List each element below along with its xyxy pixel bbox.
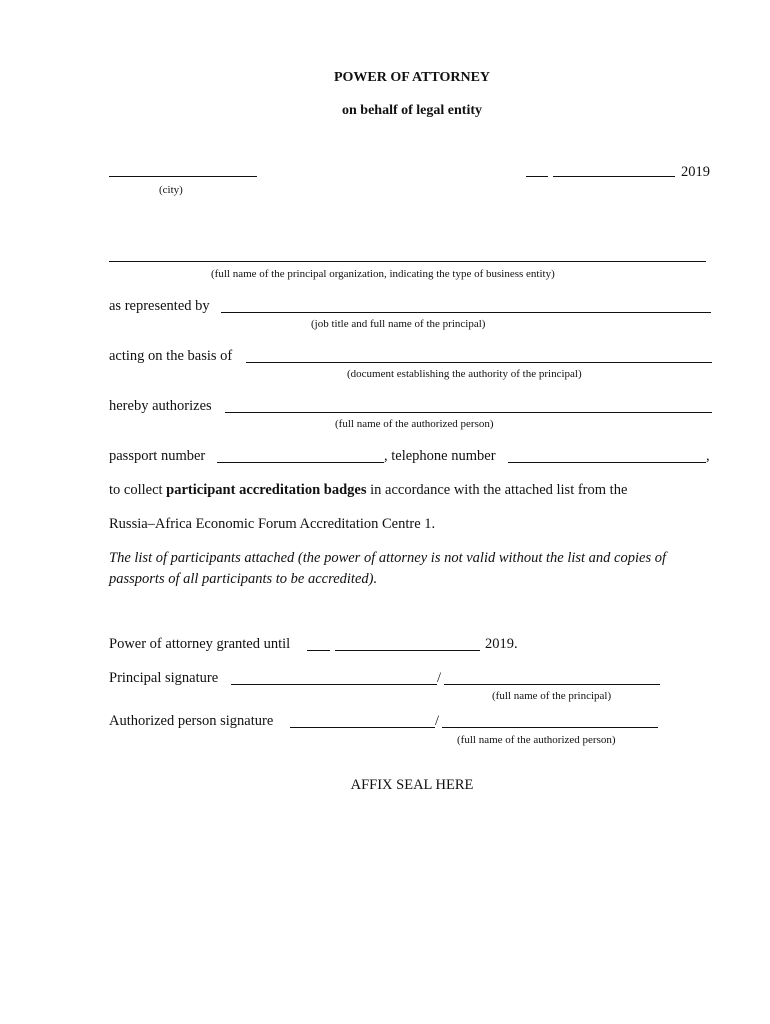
authorized-signature-field[interactable] bbox=[290, 727, 435, 728]
collect-suffix: in accordance with the attached list from the bbox=[366, 482, 628, 498]
participants-note: The list of participants attached (the power of attorney is not valid without the list and copies of passports of all participants to be accredited). bbox=[109, 550, 667, 587]
affix-seal-text: AFFIX SEAL HERE bbox=[350, 777, 474, 793]
authorizes-label: hereby authorizes bbox=[109, 398, 212, 414]
represented-by-caption: (job title and full name of the principal) bbox=[311, 318, 486, 330]
granted-until-label: Power of attorney granted until bbox=[109, 636, 291, 652]
authorizes-caption: (full name of the authorized person) bbox=[335, 418, 494, 430]
city-field[interactable] bbox=[109, 176, 257, 177]
document-subtitle: on behalf of legal entity bbox=[342, 103, 482, 118]
date-year: 2019 bbox=[681, 164, 710, 180]
granted-year: 2019. bbox=[485, 636, 518, 652]
passport-label: passport number bbox=[109, 448, 206, 464]
principal-signature-caption: (full name of the principal) bbox=[492, 690, 612, 702]
authorized-name-field[interactable] bbox=[442, 727, 658, 728]
granted-day-field[interactable] bbox=[307, 650, 330, 651]
basis-document-field[interactable] bbox=[246, 362, 712, 363]
principal-signature-label: Principal signature bbox=[109, 670, 219, 686]
represented-by-label: as represented by bbox=[109, 298, 210, 314]
basis-caption: (document establishing the authority of the principal) bbox=[347, 368, 582, 380]
principal-organization-field[interactable] bbox=[109, 261, 706, 262]
principal-signature-slash: / bbox=[437, 670, 442, 686]
principal-signature-field[interactable] bbox=[231, 684, 437, 685]
principal-organization-caption: (full name of the principal organization, indicating the type of business entity) bbox=[211, 268, 555, 280]
city-caption: (city) bbox=[159, 184, 183, 196]
telephone-label: , telephone number bbox=[384, 448, 496, 464]
authorized-signature-slash: / bbox=[435, 713, 440, 729]
telephone-number-field[interactable] bbox=[508, 462, 706, 463]
date-day-field[interactable] bbox=[526, 176, 548, 177]
collect-prefix: to collect bbox=[109, 482, 167, 498]
collect-bold-text: participant accreditation badges bbox=[166, 482, 367, 498]
document-title: POWER OF ATTORNEY bbox=[333, 70, 491, 85]
passport-number-field[interactable] bbox=[217, 462, 384, 463]
collect-sentence bbox=[109, 482, 627, 499]
accreditation-centre-line: Russia–Africa Economic Forum Accreditation Centre 1. bbox=[109, 516, 436, 532]
telephone-comma: , bbox=[706, 448, 710, 464]
principal-title-name-field[interactable] bbox=[221, 312, 711, 313]
granted-month-field[interactable] bbox=[335, 650, 480, 651]
basis-label: acting on the basis of bbox=[109, 348, 233, 364]
principal-name-field[interactable] bbox=[444, 684, 660, 685]
authorized-person-field[interactable] bbox=[225, 412, 712, 413]
authorized-signature-label: Authorized person signature bbox=[109, 713, 274, 729]
date-month-field[interactable] bbox=[553, 176, 675, 177]
authorized-signature-caption: (full name of the authorized person) bbox=[457, 734, 616, 746]
